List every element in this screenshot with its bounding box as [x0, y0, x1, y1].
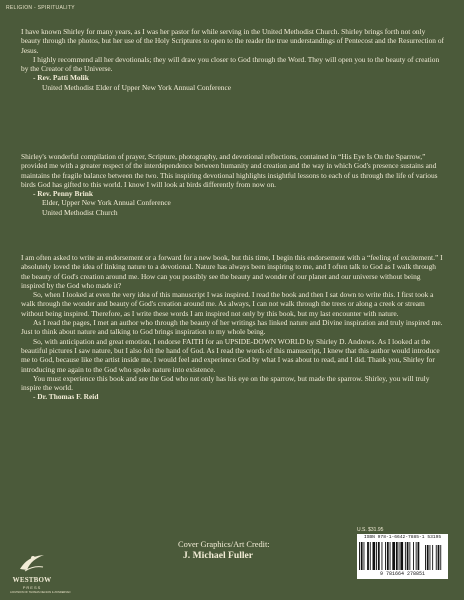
publisher-press: PRESS: [22, 585, 42, 590]
endorsement-paragraph: I am often asked to write an endorsement or a forward for a new book, but this time, I begin this endorsement with a “feeling of excitement.” I absolutely loved the idea of linking nature to a devotional. Nature has always been inspiring to me, and I often talk to God as I walk through the beauty of God's creation around me. How can you possibly see the beauty and wonder of our planet and our universe without being inspired by the God who made it?: [21, 253, 443, 290]
endorsement-paragraph: I have known Shirley for many years, as I was her pastor for while serving in the United Methodist Church. Shirley brings forth not only beauty through the photos, but her use of the Holy Scriptures to open to the reader the true understandings of Pentecost and the Resurrection of Jesus.: [21, 27, 445, 55]
price: U.S. $31.95: [357, 527, 384, 533]
endorser-title: United Methodist Church: [42, 207, 118, 217]
swoosh-figure-icon: [17, 553, 47, 573]
isbn-addon: 53195: [427, 535, 442, 540]
isbn-number: ISBN 978-1-6642-7885-1: [363, 535, 425, 540]
endorser-name: - Dr. Thomas F. Reid: [33, 392, 99, 402]
isbn-label: [359, 535, 446, 540]
endorsement-paragraph: I highly recommend all her devotionals; they will draw you closer to God through the Word. They will open you to the beauty of creation by the Creator of the Universe.: [21, 54, 440, 74]
endorsement-paragraph: So, when I looked at even the very idea of this manuscript I was inspired. I read the book and then I sat down to write this. I first took a walk through the wonder and beauty of God's creation around me. As always, I can not walk through the trees or along a creek or stream without being inspired. Therefore, as I write these words I am inspired not only by this book, but my last encounter with nature.: [21, 290, 434, 318]
endorsement-paragraph: You must experience this book and see the God who not only has his eye on the sparrow, but made the sparrow. Shirley, you will truly inspire the world.: [21, 373, 430, 393]
cover-credit: [178, 540, 348, 561]
category-label: RELIGION - SPIRITUALITY: [6, 5, 75, 11]
endorsement-brink: [21, 152, 445, 217]
endorser-name: - Rev. Patti Molik: [33, 73, 89, 83]
endorser-title: Elder, Upper New York Annual Conference: [42, 198, 171, 208]
endorsement-reid: [21, 253, 445, 402]
endorser-name: - Rev. Penny Brink: [33, 189, 93, 199]
endorsement-paragraph: Shirley's wonderful compilation of prayer, Scripture, photography, and devotional reflections, contained in “His Eye Is On the Sparrow,” provided me with a greater respect of the interdependence between humanity and creation and the way in which God's presence sustains and maintains the fragile balance between the two. This inspiring devotional highlights insightful lessons to each of us through the life of various birds God has gifted to this world. I know I will look at birds differently from now on.: [21, 152, 438, 189]
endorsement-molik: [21, 27, 445, 92]
endorsement-paragraph: As I read the pages, I met an author who through the beauty of her writings has linked nature and Divine inspiration and truly inspired me. Just to think about nature and talking to God brings inspiration to my whole being.: [21, 318, 443, 337]
endorsement-paragraph: So, with anticipation and great emotion, I endorse FAITH for an UPSIDE-DOWN WORLD by Shirley D. Andrews. As I looked at the beautiful pictures I saw nature, but I also felt the hand of God. As I read the words of this manuscript, I knew that this author would introduce me to God, because like the artist inside me, I would feel and experience God by what I was about to read, and I did. Thank you, Shirley for introducing me again to the God who spoke nature into existence.: [21, 336, 440, 374]
cover-credit-label: Cover Graphics/Art Credit:: [178, 540, 270, 549]
publisher-division: A DIVISION OF THOMAS NELSON & ZONDERVAN: [10, 591, 71, 594]
publisher-name: WESTBOW: [12, 576, 52, 584]
barcode: [357, 534, 448, 579]
publisher-logo: [10, 553, 71, 594]
cover-credit-name: J. Michael Fuller: [183, 550, 254, 561]
ean-number: 9 781664 278851: [379, 571, 425, 577]
barcode-bars-icon: [359, 542, 446, 570]
endorser-title: United Methodist Elder of Upper New York Annual Conference: [42, 82, 232, 92]
